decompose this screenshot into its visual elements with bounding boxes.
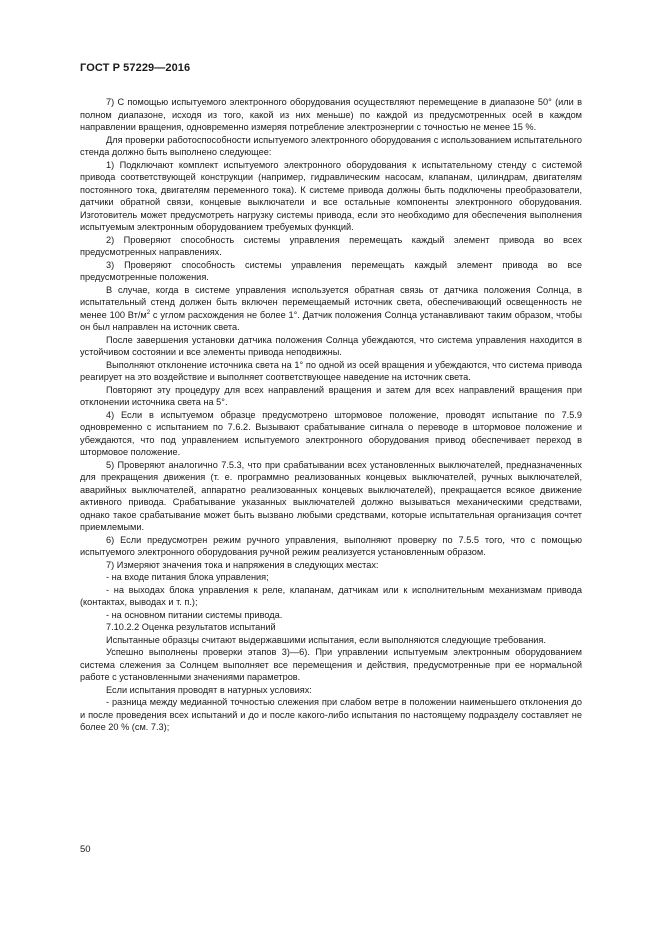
paragraph: 6) Если предусмотрен режим ручного управления, выполняют проверку по 7.5.5 того, что с помощью испытуемого электронного оборудования ручной режим реализуется установленным образом. [80, 534, 582, 557]
paragraph: Повторяют эту процедуру для всех направлений вращения и затем для всех направлений вращения при отклонении источника света на 5°. [80, 384, 582, 407]
document-body [80, 96, 582, 734]
list-item: - на выходах блока управления к реле, клапанам, датчикам или к исполнительным механизмам привода (контактах, выводах и т. п.); [80, 584, 582, 607]
paragraph-part: В случае, когда в системе управления используется обратная связь от датчика положения Солнца, в испытательный стенд должен быть включен перемещаемый источник света, обеспечивающий освещенность не менее 100 Вт/м [80, 284, 582, 320]
paragraph: Выполняют отклонение источника света на 1° по одной из осей вращения и убеждаются, что система привода реагирует на это воздействие и выполняет соответствующее наведение на источник света. [80, 359, 582, 382]
paragraph-with-superscript [80, 284, 582, 334]
paragraph: 7) Измеряют значения тока и напряжения в следующих местах: [106, 559, 379, 570]
document-header: ГОСТ Р 57229—2016 [80, 62, 191, 74]
paragraph: 2) Проверяют способность системы управления перемещать каждый элемент привода во всех предусмотренных направлениях. [80, 234, 582, 257]
list-item: - разница между медианной точностью слежения при слабом ветре в положении наименьшего отклонения до и после проведения всех испытаний и до и после какого-либо испытания по настоящему подразделу составляет не более 20 % (см. 7.3); [80, 697, 582, 732]
paragraph: Успешно выполнены проверки этапов 3)—6). При управлении испытуемым электронным оборудованием система слежения за Солнцем выполняет все перемещения и действия, предусмотренные при ее нормальной работе с установленными значениями параметров. [80, 647, 582, 682]
page-number: 50 [80, 844, 91, 855]
paragraph: 3) Проверяют способность системы управления перемещать каждый элемент привода во все предусмотренные положения. [80, 259, 582, 282]
paragraph-part: с углом расхождения не более 1°. Датчик положения Солнца устанавливают таким образом, чтобы он был направлен на источник света. [80, 309, 582, 332]
paragraph: 5) Проверяют аналогично 7.5.3, что при срабатывании всех установленных выключателей, предназначенных для прекращения движения (т. е. программно реализованных концевых выключателей, ручных выключателей, аварийных выключателей, аппаратно реализованных концевых выключателей), прекращается всякое движение активного привода. Срабатывание указанных выключателей должно вызываться механическими средствами, однако такое срабатывание может быть вызвано любыми средствами, которые испытательная организация сочтет приемлемыми. [80, 459, 582, 532]
paragraph: 7) С помощью испытуемого электронного оборудования осуществляют перемещение в диапазоне 50° (или в полном диапазоне, исходя из того, какой из них меньше) по каждой из предусмотренных осей в каждом направлении вращения, одновременно измеряя потребление электроэнергии с точностью не менее 15 %. [80, 97, 582, 132]
paragraph: Испытанные образцы считают выдержавшими испытания, если выполняются следующие требования. [106, 634, 546, 645]
list-item: - на входе питания блока управления; [106, 572, 269, 582]
section-heading: 7.10.2.2 Оценка результатов испытаний [106, 622, 276, 632]
superscript: 2 [146, 309, 151, 316]
paragraph: 4) Если в испытуемом образце предусмотрено штормовое положение, проводят испытание по 7.5.9 одновременно с испытанием по 7.6.2. Вызывают срабатывание сигнала о переводе в штормовое положение и убеждаются, что под управлением испытуемого электронного оборудования привод обеспечивает переход в штормовое положение. [80, 409, 582, 457]
paragraph: Если испытания проводят в натурных условиях: [106, 684, 312, 695]
list-item: - на основном питании системы привода. [106, 609, 283, 620]
paragraph: Для проверки работоспособности испытуемого электронного оборудования с использованием испытательного стенда должно быть выполнено следующее: [80, 134, 582, 157]
paragraph: 1) Подключают комплект испытуемого электронного оборудования к испытательному стенду с системой привода соответствующей конструкции (например, гидравлическим насосам, клапанам, цилиндрам, двигателям постоянного тока, двигателям переменного тока). К системе привода должны быть подключены преобразователи, датчики обратной связи, концевые выключатели и все остальные компоненты электронного оборудования. Изготовитель может предусмотреть нагрузку системы привода, если это необходимо для обеспечения выполнения испытуемым электронным оборудованием требуемых функций. [80, 159, 582, 232]
paragraph: После завершения установки датчика положения Солнца убеждаются, что система управления находится в устойчивом состоянии и все элементы привода неподвижны. [80, 334, 582, 357]
